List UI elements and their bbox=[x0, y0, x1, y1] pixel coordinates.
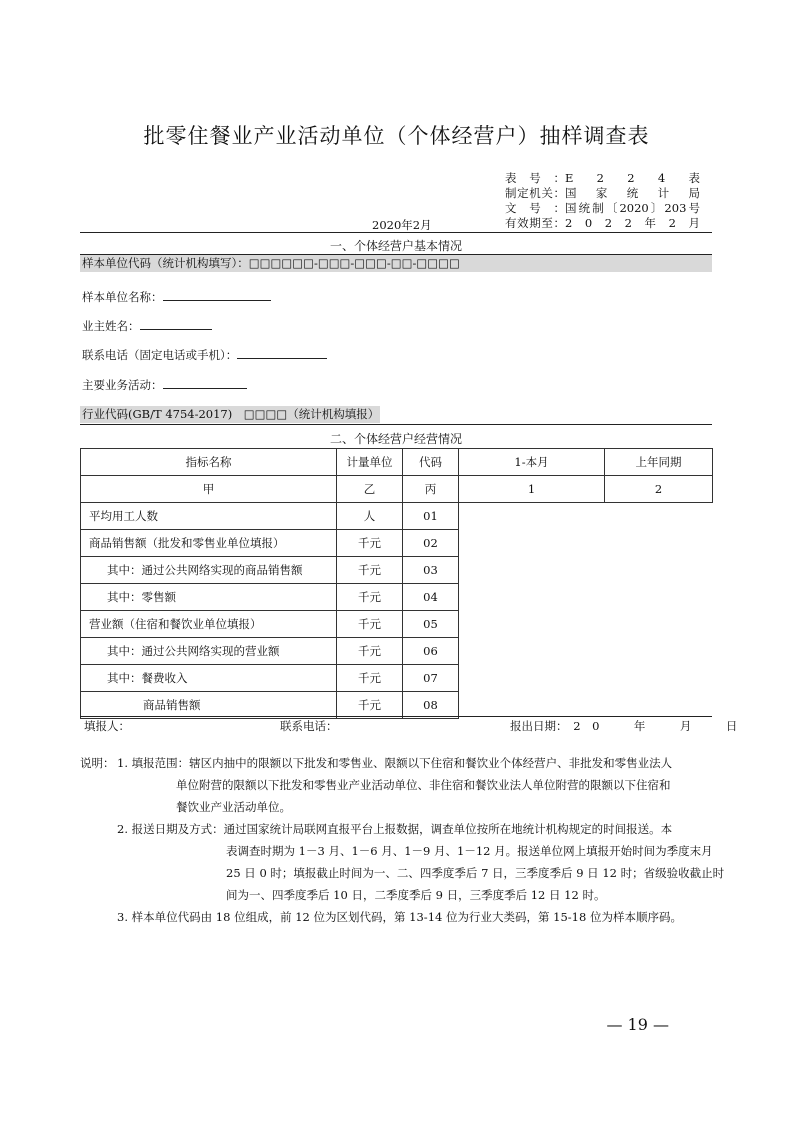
value-cell[interactable] bbox=[459, 557, 713, 584]
header-last-year: 上年同期 bbox=[605, 449, 713, 476]
meta-value: E 2 2 4 表 bbox=[565, 171, 700, 185]
unit-name-input[interactable] bbox=[163, 287, 271, 301]
table-row bbox=[81, 584, 713, 611]
main-business-field[interactable] bbox=[82, 375, 247, 393]
header-col2: 2 bbox=[605, 476, 713, 503]
indicator-code: 08 bbox=[403, 692, 459, 719]
unit-name-label: 样本单位名称： bbox=[82, 290, 163, 304]
divider bbox=[80, 424, 712, 425]
section2-title: 二、个体经营户经营情况 bbox=[329, 432, 462, 446]
value-cell[interactable] bbox=[459, 638, 713, 665]
header-indicator: 指标名称 bbox=[81, 449, 337, 476]
table-row bbox=[81, 530, 713, 557]
meta-value: 国统制〔2020〕203号 bbox=[565, 201, 700, 215]
meta-key: 有效期至： bbox=[505, 216, 565, 230]
indicator-code: 07 bbox=[403, 665, 459, 692]
indicator-name: 其中：通过公共网络实现的商品销售额 bbox=[81, 557, 337, 584]
industry-code-field[interactable]: 行业代码(GB/T 4754-2017) □□□□（统计机构填报） bbox=[82, 407, 380, 421]
note-2-cont: 表调查时期为 1－3 月、1－6 月、1－9 月、1－12 月。报送单位网上填报开始时间为季度末月 bbox=[226, 844, 713, 858]
indicator-code: 06 bbox=[403, 638, 459, 665]
meta-valid-until bbox=[505, 216, 707, 231]
indicator-name: 平均用工人数 bbox=[81, 503, 337, 530]
report-period: 2020年2月 bbox=[372, 218, 432, 232]
filler-label: 填报人： bbox=[84, 719, 130, 733]
indicator-name: 商品销售额 bbox=[81, 692, 337, 719]
form-title: 批零住餐业产业活动单位（个体经营户）抽样调查表 bbox=[143, 124, 650, 148]
operations-table bbox=[80, 448, 713, 719]
header-current: 1-本月 bbox=[459, 449, 605, 476]
indicator-name: 其中：通过公共网络实现的营业额 bbox=[81, 638, 337, 665]
header-bing: 丙 bbox=[403, 476, 459, 503]
value-cell[interactable] bbox=[459, 584, 713, 611]
meta-key: 制定机关： bbox=[505, 186, 565, 200]
phone-field[interactable] bbox=[82, 345, 327, 363]
note-2: 2. 报送日期及方式：通过国家统计局联网直报平台上报数据，调查单位按所在地统计机构规定的时间报送。本 bbox=[117, 822, 673, 836]
table-row bbox=[81, 557, 713, 584]
indicator-code: 05 bbox=[403, 611, 459, 638]
indicator-name: 营业额（住宿和餐饮业单位填报） bbox=[81, 611, 337, 638]
meta-value: 2 0 2 2 年 2 月 bbox=[565, 216, 700, 230]
indicator-unit: 千元 bbox=[337, 530, 403, 557]
table-row bbox=[81, 665, 713, 692]
indicator-unit: 千元 bbox=[337, 638, 403, 665]
value-cell[interactable] bbox=[459, 665, 713, 692]
unit-name-field[interactable] bbox=[82, 287, 271, 305]
indicator-code: 04 bbox=[403, 584, 459, 611]
meta-key: 文号： bbox=[505, 201, 565, 215]
owner-name-field[interactable] bbox=[82, 316, 212, 334]
indicator-unit: 千元 bbox=[337, 557, 403, 584]
table-row bbox=[81, 692, 713, 719]
note-2-cont: 25 日 0 时；填报截止时间为一、二、四季度季后 7 日，三季度季后 9 日 12 时；省级验收截止时 bbox=[226, 866, 725, 880]
indicator-name: 其中：零售额 bbox=[81, 584, 337, 611]
owner-name-label: 业主姓名： bbox=[82, 319, 140, 333]
phone-label: 联系电话（固定电话或手机）： bbox=[82, 348, 238, 362]
indicator-unit: 千元 bbox=[337, 611, 403, 638]
note-3: 3. 样本单位代码由 18 位组成，前 12 位为区划代码，第 13-14 位为行业大类码，第 15-18 位为样本顺序码。 bbox=[117, 910, 682, 924]
table-header-row bbox=[81, 449, 713, 476]
indicator-unit: 千元 bbox=[337, 665, 403, 692]
indicator-unit: 人 bbox=[337, 503, 403, 530]
footer-phone-label: 联系电话： bbox=[280, 719, 338, 733]
owner-name-input[interactable] bbox=[140, 316, 212, 330]
page-number: — 19 — bbox=[606, 1015, 669, 1034]
report-date-label: 报出日期： 2 0 年 月 日 bbox=[510, 719, 738, 733]
table-header-row bbox=[81, 476, 713, 503]
indicator-code: 02 bbox=[403, 530, 459, 557]
table-row bbox=[81, 638, 713, 665]
meta-doc-number bbox=[505, 201, 707, 216]
meta-key: 表号： bbox=[505, 171, 565, 185]
phone-input[interactable] bbox=[237, 345, 327, 359]
header-yi: 乙 bbox=[337, 476, 403, 503]
header-col1: 1 bbox=[459, 476, 605, 503]
note-1-cont: 餐饮业产业活动单位。 bbox=[176, 800, 291, 814]
value-cell[interactable] bbox=[459, 530, 713, 557]
meta-authority bbox=[505, 186, 707, 201]
indicator-name: 商品销售额（批发和零售业单位填报） bbox=[81, 530, 337, 557]
value-cell[interactable] bbox=[459, 503, 713, 530]
value-cell[interactable] bbox=[459, 692, 713, 719]
header-code: 代码 bbox=[403, 449, 459, 476]
table-row bbox=[81, 503, 713, 530]
main-business-input[interactable] bbox=[163, 375, 247, 389]
indicator-code: 01 bbox=[403, 503, 459, 530]
indicator-unit: 千元 bbox=[337, 692, 403, 719]
note-1-cont: 单位附营的限额以下批发和零售业产业活动单位、非住宿和餐饮业法人单位附营的限额以下住宿和 bbox=[176, 778, 671, 792]
section1-title: 一、个体经营户基本情况 bbox=[329, 239, 462, 253]
note-2-cont: 间为一、四季度季后 10 日，二季度季后 9 日，三季度季后 12 日 12 时。 bbox=[226, 888, 606, 902]
table-row bbox=[81, 611, 713, 638]
indicator-name: 其中：餐费收入 bbox=[81, 665, 337, 692]
notes-label: 说明： bbox=[80, 756, 115, 770]
header-unit: 计量单位 bbox=[337, 449, 403, 476]
header-jia: 甲 bbox=[81, 476, 337, 503]
indicator-code: 03 bbox=[403, 557, 459, 584]
divider bbox=[80, 716, 712, 717]
sample-code-field[interactable]: 样本单位代码（统计机构填写）：□□□□□□-□□□-□□□-□□-□□□□ bbox=[80, 255, 712, 272]
meta-form-number bbox=[505, 171, 707, 186]
indicator-unit: 千元 bbox=[337, 584, 403, 611]
divider bbox=[80, 232, 712, 233]
note-1: 1. 填报范围：辖区内抽中的限额以下批发和零售业、限额以下住宿和餐饮业个体经营户、非批发和零售业法人 bbox=[117, 756, 673, 770]
value-cell[interactable] bbox=[459, 611, 713, 638]
main-business-label: 主要业务活动： bbox=[82, 378, 163, 392]
meta-value: 国 家 统 计 局 bbox=[565, 186, 700, 200]
